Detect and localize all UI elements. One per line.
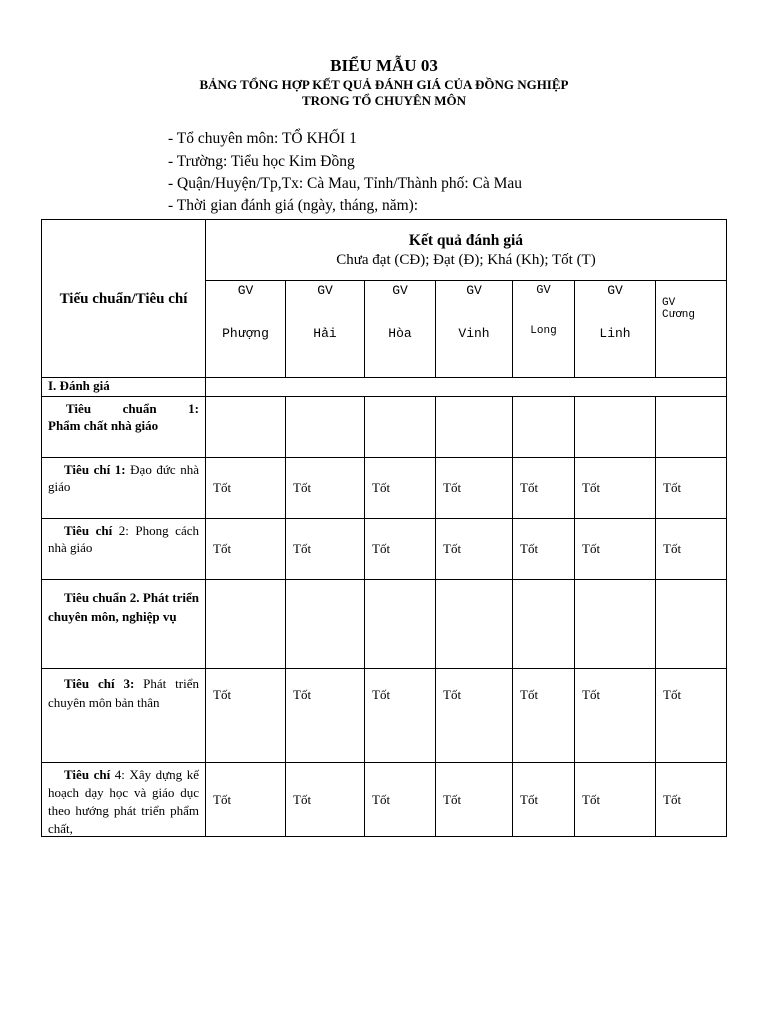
rating-cell: Tốt [513, 669, 575, 763]
rating-cell: Tốt [206, 669, 286, 763]
rating-cell [575, 580, 656, 669]
rating-cell [365, 580, 436, 669]
rating-cell: Tốt [206, 458, 286, 519]
criteria-label: Tiêu chuẩn 1: Phẩm chất nhà giáo [42, 397, 206, 458]
rating-cell: Tốt [656, 458, 727, 519]
table-row [42, 519, 727, 580]
teacher-header: GV Long [513, 281, 575, 378]
rating-cell: Tốt [286, 458, 365, 519]
document-title-line2: TRONG TỔ CHUYÊN MÔN [301, 93, 467, 108]
criteria-label: Tiêu chí 3: Phát triển chuyên môn bản thân [42, 669, 206, 763]
table-row [42, 397, 727, 458]
criteria-header-cell [42, 220, 206, 378]
results-title: Kết quả đánh giá [408, 231, 524, 249]
rating-cell: Tốt [656, 763, 727, 837]
rating-cell: Tốt [365, 458, 436, 519]
teacher-header: GV Vinh [436, 281, 513, 378]
rating-cell: Tốt [436, 669, 513, 763]
teacher-header: GV Cương [656, 281, 727, 378]
table-row [42, 763, 727, 837]
table-row [42, 580, 727, 669]
rating-cell: Tốt [575, 519, 656, 580]
rating-cell: Tốt [206, 763, 286, 837]
rating-cell: Tốt [436, 458, 513, 519]
rating-cell: Tốt [365, 763, 436, 837]
rating-cell: Tốt [286, 519, 365, 580]
teacher-header: GV Hòa [365, 281, 436, 378]
rating-cell [286, 397, 365, 458]
results-header-cell [206, 220, 727, 281]
rating-cell: Tốt [656, 519, 727, 580]
info-school: - Trường: Tiểu học Kim Đồng [168, 153, 355, 170]
rating-cell: Tốt [436, 763, 513, 837]
criteria-label: Tiêu chí 1: Đạo đức nhà giáo [42, 458, 206, 519]
results-scale: Chưa đạt (CĐ); Đạt (Đ); Khá (Kh); Tốt (T) [336, 251, 596, 268]
rating-cell: Tốt [206, 519, 286, 580]
criteria-label: Tiêu chí 4: Xây dựng kế hoạch dạy học và giáo dục theo hướng phát triển phẩm chất, [42, 763, 206, 837]
table-row [42, 669, 727, 763]
rating-cell [286, 580, 365, 669]
criteria-label: Tiêu chí 2: Phong cách nhà giáo [42, 519, 206, 580]
rating-cell [365, 397, 436, 458]
rating-cell: Tốt [365, 669, 436, 763]
rating-cell [656, 397, 727, 458]
teacher-header: GV Phượng [206, 281, 286, 378]
rating-cell: Tốt [656, 669, 727, 763]
table-row [42, 458, 727, 519]
rating-cell: Tốt [286, 669, 365, 763]
rating-cell: Tốt [513, 458, 575, 519]
rating-cell [436, 397, 513, 458]
criteria-header: Tiếu chuẩn/Tiêu chí [59, 290, 188, 307]
section-empty [206, 378, 727, 397]
rating-cell: Tốt [286, 763, 365, 837]
info-evaluation-time: - Thời gian đánh giá (ngày, tháng, năm): [168, 197, 419, 214]
rating-cell [436, 580, 513, 669]
form-number: BIỂU MẪU 03 [330, 56, 438, 75]
rating-cell: Tốt [575, 458, 656, 519]
rating-cell: Tốt [513, 763, 575, 837]
criteria-label: Tiêu chuẩn 2. Phát triển chuyên môn, nghiệp vụ [42, 580, 206, 669]
teacher-header: GV Linh [575, 281, 656, 378]
document-title-line1: BẢNG TỔNG HỢP KẾT QUẢ ĐÁNH GIÁ CỦA ĐỒNG NGHIỆP [199, 77, 569, 92]
rating-cell: Tốt [365, 519, 436, 580]
rating-cell [513, 580, 575, 669]
teacher-header: GV Hải [286, 281, 365, 378]
rating-cell [575, 397, 656, 458]
rating-cell [206, 580, 286, 669]
evaluation-table [41, 219, 727, 837]
rating-cell: Tốt [436, 519, 513, 580]
rating-cell [656, 580, 727, 669]
info-district: - Quận/Huyện/Tp,Tx: Cà Mau, Tỉnh/Thành phố: Cà Mau [168, 175, 523, 192]
rating-cell: Tốt [513, 519, 575, 580]
rating-cell: Tốt [575, 763, 656, 837]
section-label: I. Đánh giá [42, 378, 206, 397]
rating-cell: Tốt [575, 669, 656, 763]
section-row [42, 378, 727, 397]
rating-cell [206, 397, 286, 458]
info-group: - Tổ chuyên môn: TỔ KHỐI 1 [168, 130, 357, 147]
rating-cell [513, 397, 575, 458]
